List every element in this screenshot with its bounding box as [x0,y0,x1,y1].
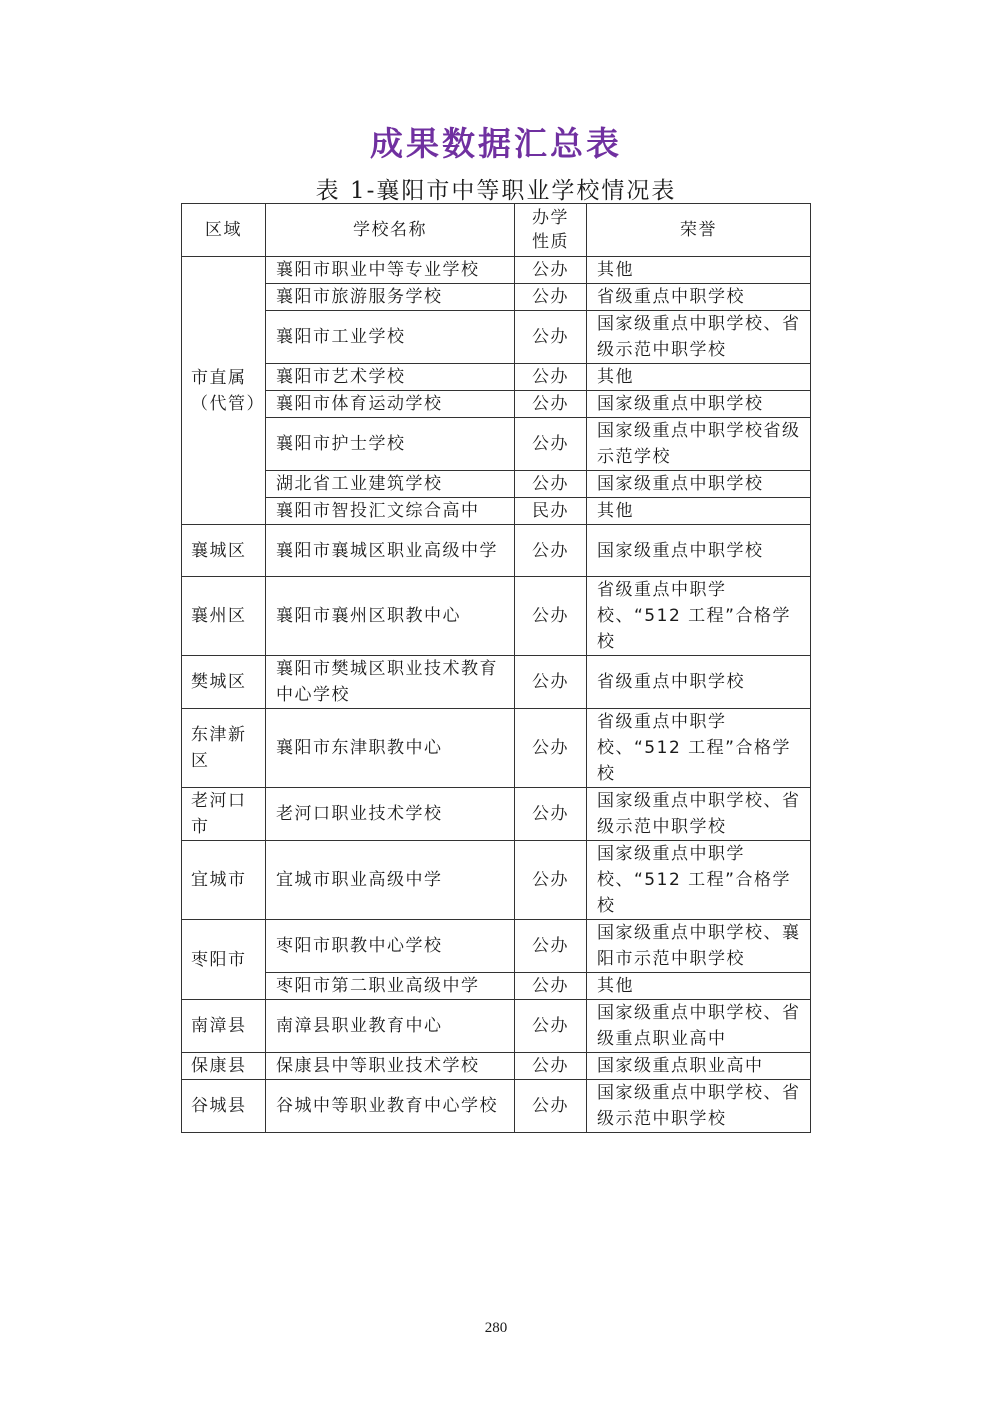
school-type-cell: 公办 [515,471,587,498]
honor-cell: 国家级重点中职学校、省级示范中职学校 [587,1080,811,1133]
honor-cell: 国家级重点中职学校 [587,391,811,418]
table-row [182,1053,811,1080]
honor-cell: 国家级重点中职学校 [587,471,811,498]
school-type-cell: 公办 [515,656,587,709]
region-cell: 南漳县 [182,1000,266,1053]
school-type-cell: 公办 [515,1053,587,1080]
table-row [182,525,811,577]
school-name-cell: 襄阳市艺术学校 [266,364,515,391]
table-row [182,788,811,841]
table-row [182,709,811,788]
honor-cell: 国家级重点中职学校 [587,525,811,577]
header-region: 区域 [182,204,266,257]
honor-cell: 其他 [587,498,811,525]
honor-cell: 省级重点中职学校 [587,656,811,709]
school-type-cell: 公办 [515,920,587,973]
school-type-cell: 公办 [515,311,587,364]
table-row [182,471,811,498]
honor-cell: 省级重点中职学校 [587,284,811,311]
region-cell: 襄州区 [182,577,266,656]
school-name-cell: 老河口职业技术学校 [266,788,515,841]
school-type-cell: 公办 [515,284,587,311]
school-type-cell: 公办 [515,525,587,577]
region-cell: 樊城区 [182,656,266,709]
table-row [182,973,811,1000]
school-type-cell: 公办 [515,1080,587,1133]
table-caption: 表 1-襄阳市中等职业学校情况表 [315,178,677,204]
region-cell: 襄城区 [182,525,266,577]
school-name-cell: 襄阳市体育运动学校 [266,391,515,418]
school-name-cell: 襄阳市襄城区职业高级中学 [266,525,515,577]
honor-cell: 国家级重点职业高中 [587,1053,811,1080]
region-cell: 枣阳市 [182,920,266,1000]
school-name-cell: 枣阳市职教中心学校 [266,920,515,973]
school-name-cell: 襄阳市旅游服务学校 [266,284,515,311]
table-row [182,311,811,364]
school-name-cell: 襄阳市樊城区职业技术教育中心学校 [266,656,515,709]
school-type-cell: 公办 [515,391,587,418]
schools-table [181,203,811,1133]
table-header-row [182,204,811,257]
school-type-cell: 公办 [515,709,587,788]
honor-cell: 省级重点中职学校、“512 工程”合格学校 [587,709,811,788]
school-name-cell: 保康县中等职业技术学校 [266,1053,515,1080]
honor-cell: 其他 [587,973,811,1000]
school-name-cell: 襄阳市工业学校 [266,311,515,364]
school-name-cell: 南漳县职业教育中心 [266,1000,515,1053]
table-row [182,1080,811,1133]
region-cell: 老河口市 [182,788,266,841]
honor-cell: 国家级重点中职学校、省级重点职业高中 [587,1000,811,1053]
table-row [182,498,811,525]
school-type-cell: 公办 [515,418,587,471]
table-row [182,577,811,656]
honor-cell: 国家级重点中职学校、省级示范中职学校 [587,311,811,364]
school-type-cell: 民办 [515,498,587,525]
honor-cell: 国家级重点中职学校、“512 工程”合格学校 [587,841,811,920]
school-name-cell: 谷城中等职业教育中心学校 [266,1080,515,1133]
region-cell: 宜城市 [182,841,266,920]
honor-cell: 其他 [587,257,811,284]
table-row [182,656,811,709]
school-type-cell: 公办 [515,973,587,1000]
table-row [182,257,811,284]
table-row [182,391,811,418]
region-cell: 保康县 [182,1053,266,1080]
school-name-cell: 襄阳市东津职教中心 [266,709,515,788]
school-type-cell: 公办 [515,257,587,284]
school-name-cell: 襄阳市襄州区职教中心 [266,577,515,656]
table-body [182,257,811,1133]
region-cell: 市直属（代管） [182,257,266,525]
region-cell: 谷城县 [182,1080,266,1133]
honor-cell: 国家级重点中职学校、襄阳市示范中职学校 [587,920,811,973]
table-row [182,920,811,973]
school-name-cell: 襄阳市智投汇文综合高中 [266,498,515,525]
page-number: 280 [484,1320,508,1336]
header-honor: 荣誉 [587,204,811,257]
school-type-cell: 公办 [515,364,587,391]
table-row [182,1000,811,1053]
header-school-type: 办学 性质 [515,204,587,257]
honor-cell: 其他 [587,364,811,391]
school-type-cell: 公办 [515,841,587,920]
school-name-cell: 湖北省工业建筑学校 [266,471,515,498]
school-name-cell: 襄阳市护士学校 [266,418,515,471]
page-title: 成果数据汇总表 [370,124,622,163]
table-row [182,841,811,920]
school-type-cell: 公办 [515,577,587,656]
school-type-cell: 公办 [515,788,587,841]
table-row [182,284,811,311]
header-school-name: 学校名称 [266,204,515,257]
table-row [182,364,811,391]
honor-cell: 国家级重点中职学校省级示范学校 [587,418,811,471]
school-type-cell: 公办 [515,1000,587,1053]
region-cell: 东津新区 [182,709,266,788]
school-name-cell: 枣阳市第二职业高级中学 [266,973,515,1000]
school-name-cell: 襄阳市职业中等专业学校 [266,257,515,284]
honor-cell: 国家级重点中职学校、省级示范中职学校 [587,788,811,841]
table-row [182,418,811,471]
honor-cell: 省级重点中职学校、“512 工程”合格学校 [587,577,811,656]
school-name-cell: 宜城市职业高级中学 [266,841,515,920]
